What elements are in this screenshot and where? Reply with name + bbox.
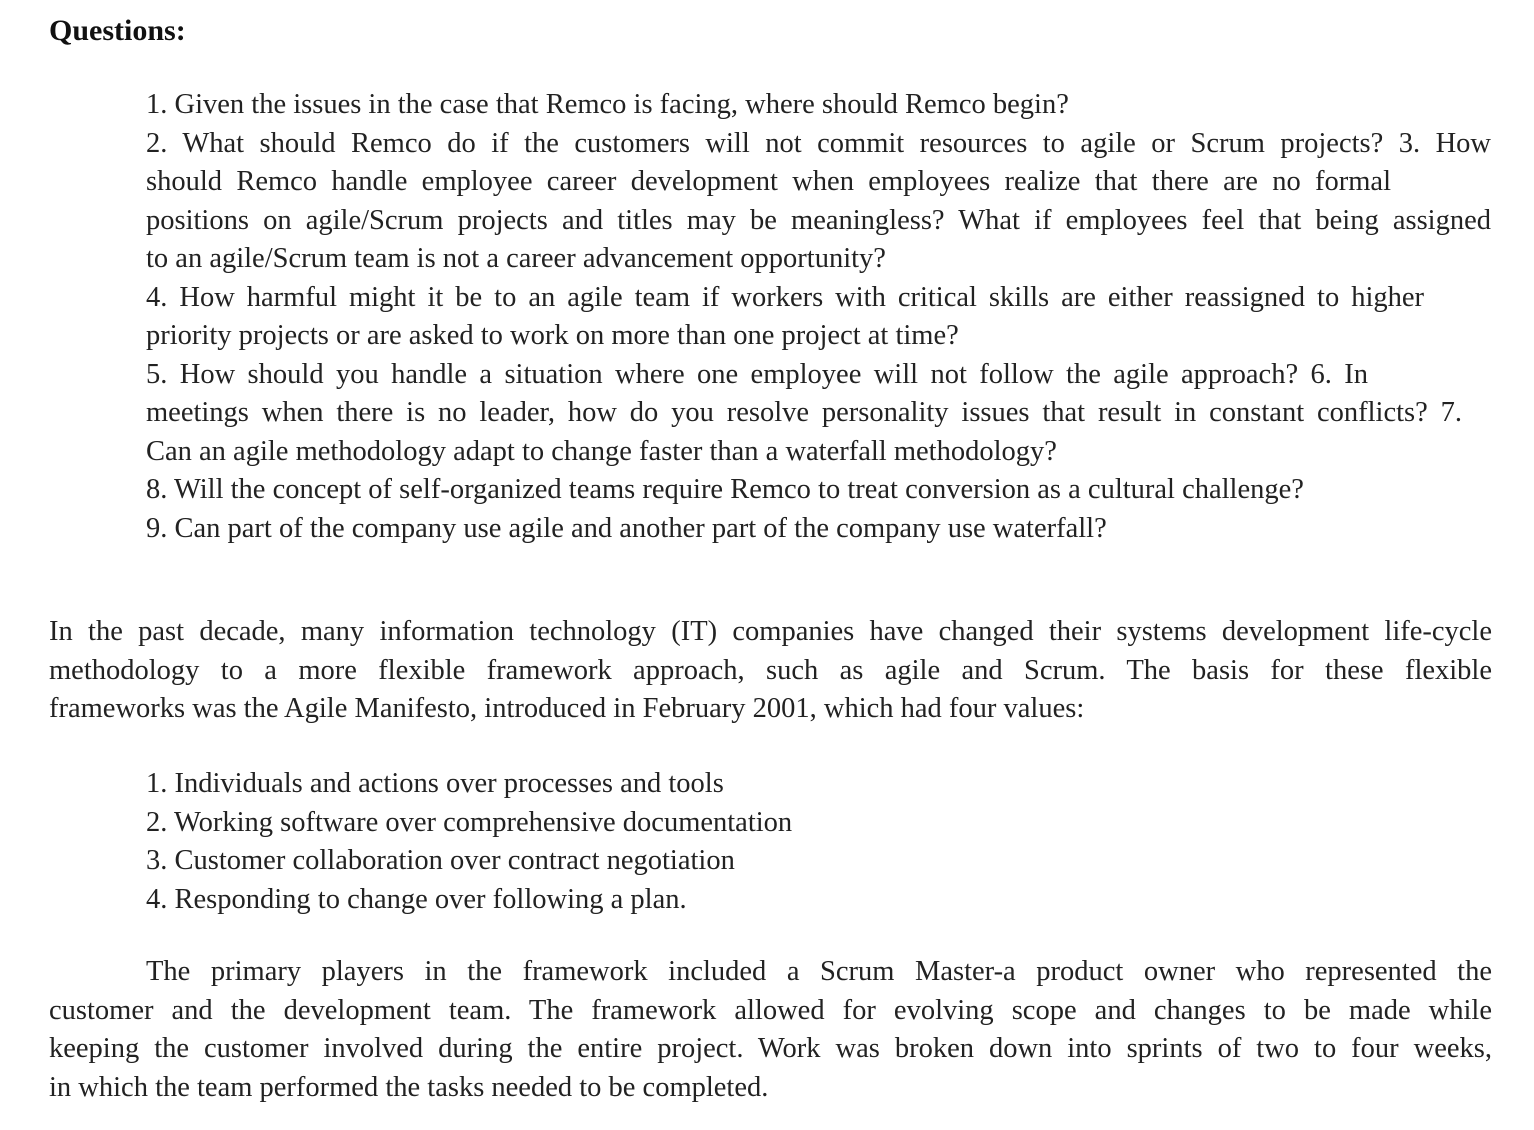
question-line: 8. Will the concept of self-organized teams require Remco to treat conversion as a cultural challenge? (146, 474, 1304, 505)
questions-heading: Questions: (49, 14, 186, 47)
paragraph-line: keeping the customer involved during the entire project. Work was broken down into sprints of two to four weeks, (49, 1033, 1492, 1064)
paragraph-line: methodology to a more flexible framework approach, such as agile and Scrum. The basis for these flexible (49, 654, 1492, 686)
value-item: 3. Customer collaboration over contract negotiation (146, 845, 735, 876)
question-line: to an agile/Scrum team is not a career advancement opportunity? (146, 243, 886, 274)
closing-paragraph (49, 953, 1492, 1107)
value-item: 2. Working software over comprehensive documentation (146, 806, 793, 838)
value-item: 1. Individuals and actions over processes and tools (146, 768, 724, 799)
paragraph-line: frameworks was the Agile Manifesto, introduced in February 2001, which had four values: (49, 693, 1085, 724)
question-line: 5. How should you handle a situation where one employee will not follow the agile approach? 6. In (146, 358, 1368, 390)
question-line: Can an agile methodology adapt to change faster than a waterfall methodology? (146, 435, 1057, 467)
paragraph-line: The primary players in the framework included a Scrum Master-a product owner who represented the (146, 956, 1492, 987)
intro-paragraph (49, 613, 1492, 729)
questions-list (146, 86, 1491, 548)
question-line: meetings when there is no leader, how do you resolve personality issues that result in constant conflicts? 7. (146, 397, 1462, 428)
question-line: positions on agile/Scrum projects and titles may be meaningless? What if employees feel that being assigned (146, 204, 1491, 236)
question-line: should Remco handle employee career development when employees realize that there are no formal (146, 166, 1391, 197)
question-line: priority projects or are asked to work on more than one project at time? (146, 320, 959, 351)
question-line: 2. What should Remco do if the customers will not commit resources to agile or Scrum projects? 3. How (146, 127, 1491, 159)
question-line: 4. How harmful might it be to an agile team if workers with critical skills are either reassigned to higher (146, 281, 1424, 313)
value-item: 4. Responding to change over following a plan. (146, 883, 687, 915)
manifesto-values-list (146, 765, 1046, 919)
paragraph-line: In the past decade, many information technology (IT) companies have changed their systems development life-cycle (49, 616, 1492, 647)
question-line: 1. Given the issues in the case that Remco is facing, where should Remco begin? (146, 89, 1069, 120)
paragraph-line: in which the team performed the tasks needed to be completed. (49, 1071, 769, 1103)
question-line: 9. Can part of the company use agile and another part of the company use waterfall? (146, 512, 1107, 544)
paragraph-line: customer and the development team. The framework allowed for evolving scope and changes to be made while (49, 994, 1492, 1026)
